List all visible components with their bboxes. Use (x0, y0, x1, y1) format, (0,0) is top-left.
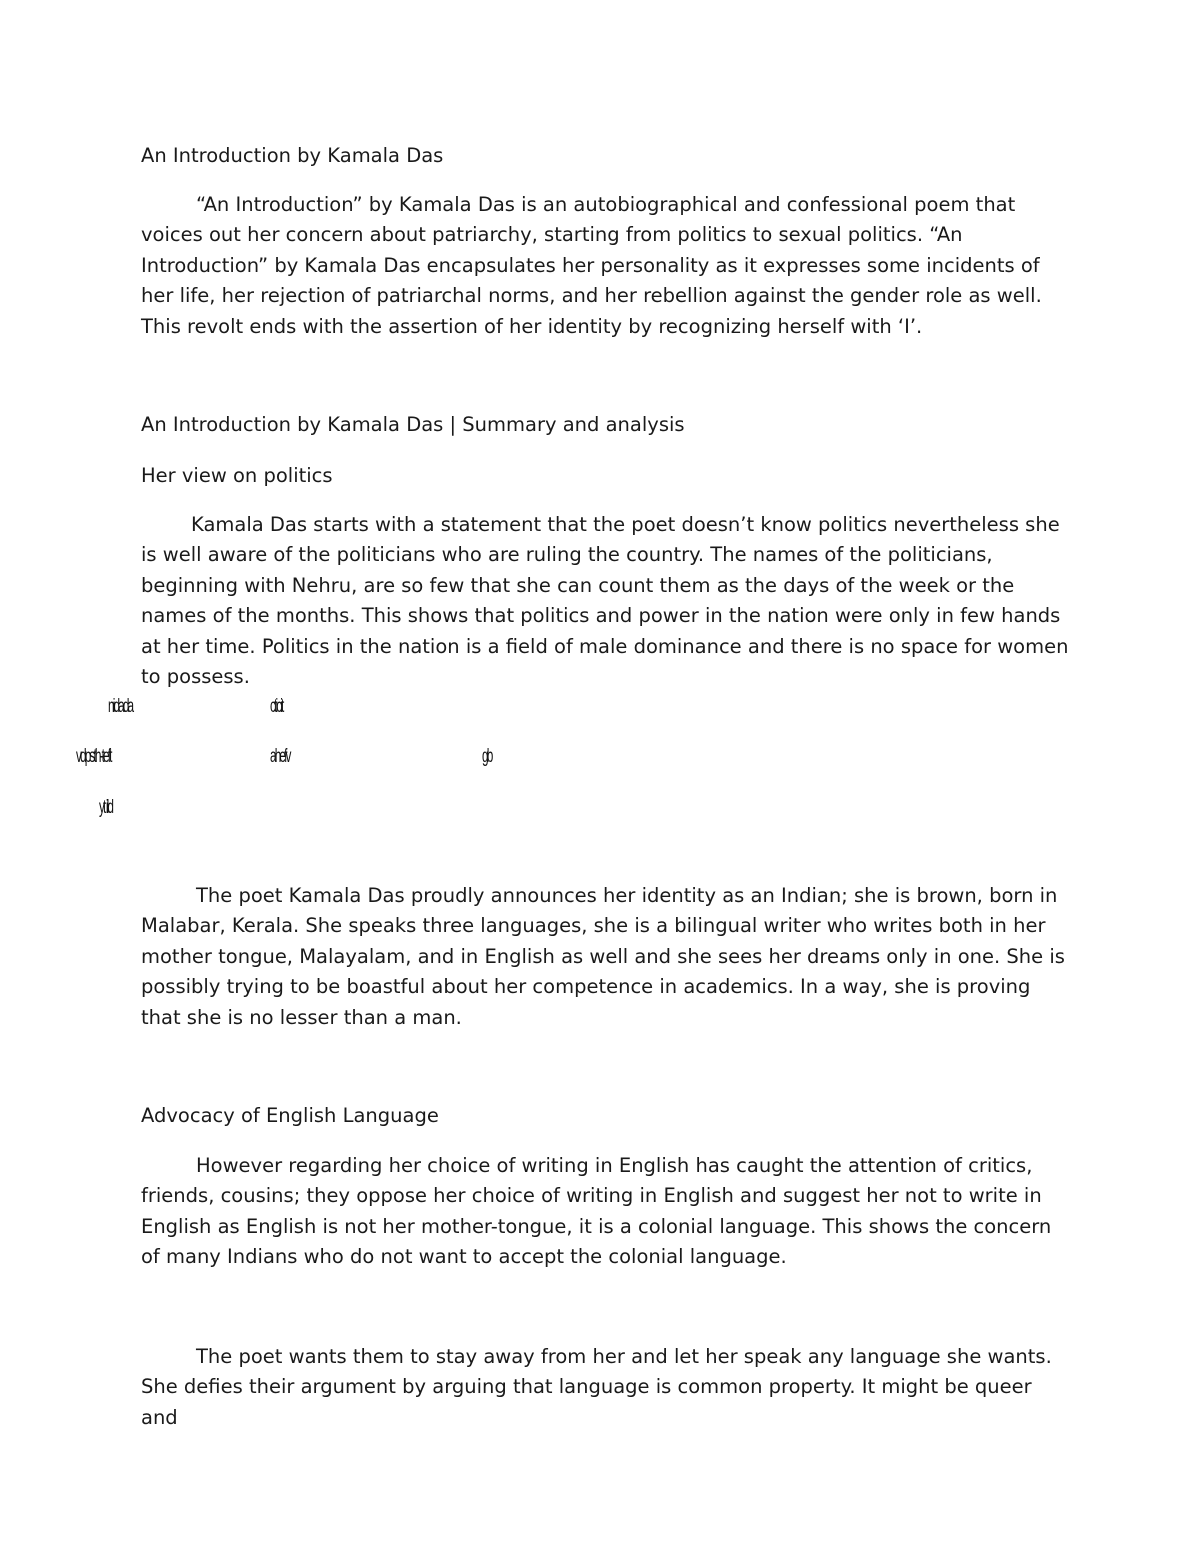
garbled-fragment: ahefv (270, 746, 290, 767)
document-title: An Introduction by Kamala Das (141, 144, 444, 167)
garbled-fragment: cticit (270, 696, 283, 717)
identity-paragraph: The poet Kamala Das proudly announces her identity as an Indian; she is brown, born in Malabar, Kerala. She speaks three languages, she is a bilingual writer who writes both in her mother tongue, Malayalam, and in English as well and she sees her dreams only in one. She is possibly trying to be boastful about her competence in academics. In a way, she is proving that she is no lesser than a man. (141, 884, 1065, 1029)
garbled-fragment: vdpsth-teft (76, 746, 111, 767)
garbled-fragment: nidada (108, 696, 133, 717)
final-paragraph: The poet wants them to stay away from her and let her speak any language she wants. She defies their argument by arguing that language is common property. It might be queer and (141, 1345, 1052, 1429)
politics-paragraph: Kamala Das starts with a statement that the poet doesn’t know politics nevertheless she is well aware of the politicians who are ruling the country. The names of the politicians, beginning with Nehru, are so few that she can count them as the days of the week or the names of the months. This shows that politics and power in the nation were only in few hands at her time. Politics in the nation is a field of male dominance and there is no space for women to possess. (141, 513, 1069, 689)
summary-heading: An Introduction by Kamala Das | Summary and analysis (141, 413, 685, 436)
english-paragraph: However regarding her choice of writing in English has caught the attention of critics, friends, cousins; they oppose her choice of writing in English and suggest her not to write in English as English is not her mother-tongue, it is a colonial language. This shows the concern of many Indians who do not want to accept the colonial language. (141, 1154, 1052, 1269)
intro-paragraph: “An Introduction” by Kamala Das is an autobiographical and confessional poem that voices out her concern about patriarchy, starting from politics to sexual politics. “An Introduction” by Kamala Das encapsulates her personality as it expresses some incidents of her life, her rejection of patriarchal norms, and her rebellion against the gender role as well. This revolt ends with the assertion of her identity by recognizing herself with ‘I’. (141, 193, 1042, 338)
english-heading: Advocacy of English Language (141, 1104, 439, 1127)
garbled-fragment: yt ild (99, 797, 113, 818)
politics-heading: Her view on politics (141, 464, 333, 487)
garbled-fragment: gb (482, 746, 492, 767)
